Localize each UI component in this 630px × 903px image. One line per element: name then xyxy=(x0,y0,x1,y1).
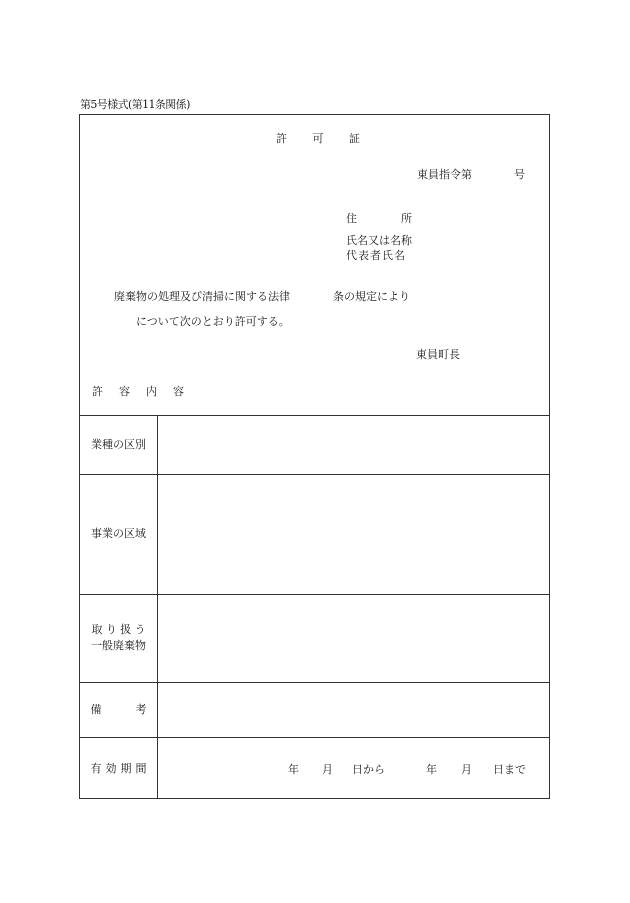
table-column-divider xyxy=(157,415,158,798)
body-article-text: 条の規定により xyxy=(333,290,410,303)
permit-title: 許 可 証 xyxy=(276,132,360,145)
validity-until-year: 年 xyxy=(426,763,437,776)
validity-from-year: 年 xyxy=(288,763,299,776)
body-law-text: 廃棄物の処理及び清掃に関する法律 xyxy=(114,290,290,303)
issuer-name: 東員町長 xyxy=(416,348,460,361)
business-type-label: 業種の区別 xyxy=(91,438,146,451)
representative-label: 代表者氏名 xyxy=(346,249,406,262)
row-divider xyxy=(80,474,549,475)
row-divider xyxy=(80,737,549,738)
form-number-label: 第5号様式(第11条関係) xyxy=(80,98,190,111)
permit-number-suffix: 号 xyxy=(514,168,525,181)
validity-until-day: 日まで xyxy=(493,763,526,776)
address-label: 住 所 xyxy=(346,212,412,225)
permit-form-frame xyxy=(79,114,550,799)
body-permit-text: について次のとおり許可する。 xyxy=(136,315,290,328)
row-divider xyxy=(80,682,549,683)
table-top-border xyxy=(80,415,549,416)
validity-period-label: 有 効 期 間 xyxy=(90,762,147,775)
remarks-label: 備 考 xyxy=(90,703,147,716)
permit-number-prefix: 東員指令第 xyxy=(417,168,472,181)
permit-contents-label: 許 容 内 容 xyxy=(92,385,184,398)
waste-handled-label: 取 り 扱 う 一般廃棄物 xyxy=(91,623,146,652)
row-divider xyxy=(80,594,549,595)
validity-until-month: 月 xyxy=(461,763,472,776)
validity-from-month: 月 xyxy=(322,763,333,776)
name-label: 氏名又は名称 xyxy=(346,234,412,247)
business-area-label: 事業の区域 xyxy=(91,527,146,540)
validity-from-day: 日から xyxy=(352,763,385,776)
